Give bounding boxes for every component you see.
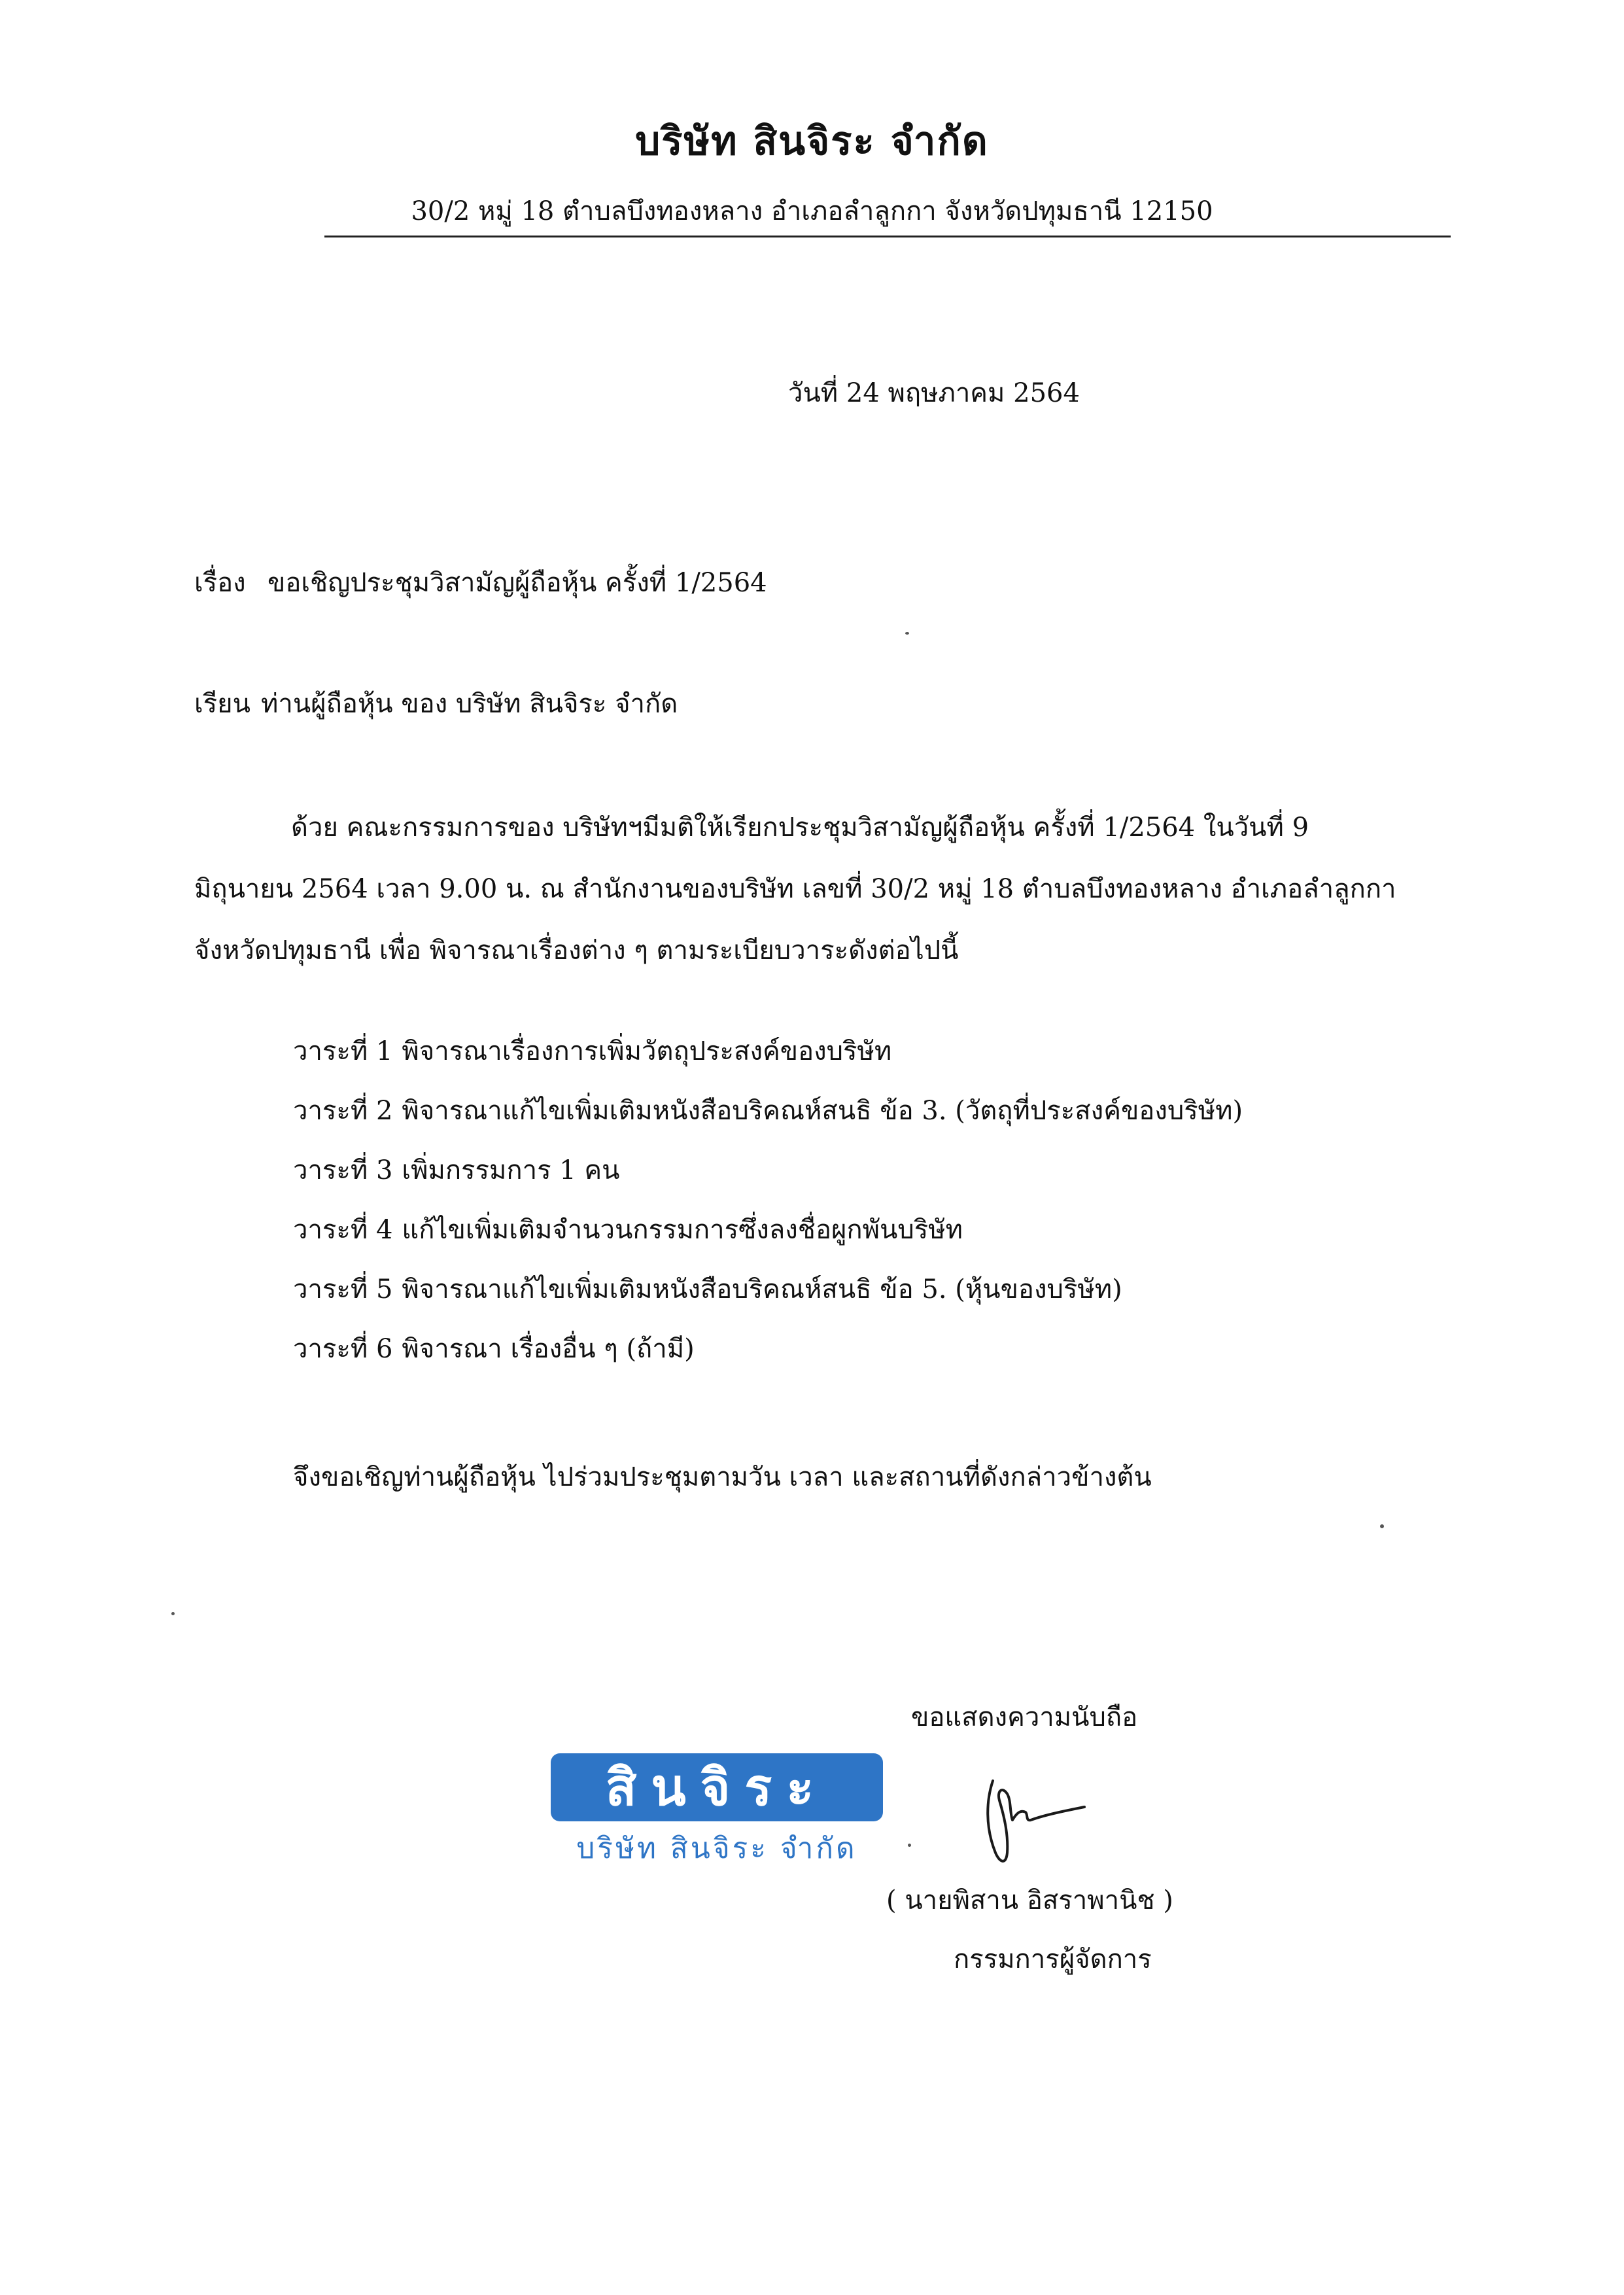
subject-text: ขอเชิญประชุมวิสามัญผู้ถือหุ้น ครั้งที่ 1/2564 — [268, 568, 767, 598]
agenda-number: วาระที่ 2 — [293, 1096, 393, 1126]
agenda-text: พิจารณาแก้ไขเพิ่มเติมหนังสือบริคณห์สนธิ ข้อ 3. (วัตถุที่ประสงค์ของบริษัท) — [402, 1096, 1243, 1126]
letter-date: วันที่ 24 พฤษภาคม 2564 — [788, 378, 1080, 408]
agenda-number: วาระที่ 6 — [293, 1334, 393, 1364]
recipient-line — [194, 682, 678, 724]
header-divider — [324, 236, 1451, 237]
company-logo — [551, 1753, 883, 1863]
logo-mark: สินจิระ — [605, 1759, 829, 1817]
agenda-text: แก้ไขเพิ่มเติมจำนวนกรรมการซึ่งลงชื่อผูกพันบริษัท — [402, 1215, 963, 1245]
signer-name: ( นายพิสาน อิสราพานิช ) — [886, 1885, 1173, 1916]
signer-title: กรรมการผู้จัดการ — [954, 1944, 1152, 1974]
agenda-number: วาระที่ 4 — [293, 1215, 393, 1245]
body-line: จังหวัดปทุมธานี เพื่อ พิจารณาเรื่องต่าง ๆ ตามระเบียบวาระดังต่อไปนี้ — [194, 936, 959, 966]
agenda-list — [293, 1032, 1243, 1389]
signature — [973, 1774, 1097, 1872]
agenda-item — [293, 1270, 1243, 1329]
closing-invitation: จึงขอเชิญท่านผู้ถือหุ้น ไปร่วมประชุมตามวัน เวลา และสถานที่ดังกล่าวข้างต้น — [293, 1462, 1152, 1492]
agenda-number: วาระที่ 3 — [293, 1155, 393, 1185]
subject-line — [194, 561, 767, 603]
body-line: ด้วย คณะกรรมการของ บริษัทฯมีมติให้เรียกประชุมวิสามัญผู้ถือหุ้น ครั้งที่ 1/2564 ในวันที่ 9 — [291, 813, 1309, 843]
agenda-item — [293, 1210, 1243, 1270]
agenda-text: พิจารณาเรื่องการเพิ่มวัตถุประสงค์ของบริษัท — [402, 1036, 892, 1066]
company-name: บริษัท สินจิระ จำกัด — [635, 118, 989, 164]
agenda-number: วาระที่ 1 — [293, 1036, 393, 1066]
agenda-text: เพิ่มกรรมการ 1 คน — [402, 1155, 620, 1185]
subject-label: เรื่อง — [194, 568, 246, 598]
logo-subtitle: บริษัท สินจิระ จำกัด — [576, 1832, 857, 1865]
scan-speck — [1380, 1524, 1384, 1528]
company-address: 30/2 หมู่ 18 ตำบลบึงทองหลาง อำเภอลำลูกกา จังหวัดปทุมธานี 12150 — [411, 196, 1213, 226]
agenda-text: พิจารณา เรื่องอื่น ๆ (ถ้ามี) — [402, 1334, 695, 1364]
logo-badge — [551, 1753, 883, 1821]
agenda-item — [293, 1151, 1243, 1210]
regards-text: ขอแสดงความนับถือ — [911, 1702, 1138, 1732]
scan-speck — [171, 1612, 175, 1615]
agenda-number: วาระที่ 5 — [293, 1274, 393, 1305]
agenda-text: พิจารณาแก้ไขเพิ่มเติมหนังสือบริคณห์สนธิ ข้อ 5. (หุ้นของบริษัท) — [402, 1274, 1122, 1305]
recipient-label: เรียน — [194, 689, 251, 719]
scan-speck — [905, 632, 909, 635]
body-line: มิถุนายน 2564 เวลา 9.00 น. ณ สำนักงานของบริษัท เลขที่ 30/2 หมู่ 18 ตำบลบึงทองหลาง อำเภอลำลูกกา — [194, 874, 1396, 904]
body-paragraph — [194, 797, 1424, 981]
recipient-text: ท่านผู้ถือหุ้น ของ บริษัท สินจิระ จำกัด — [261, 689, 678, 719]
agenda-item — [293, 1329, 1243, 1389]
agenda-item — [293, 1091, 1243, 1151]
scan-speck — [908, 1844, 911, 1847]
agenda-item — [293, 1032, 1243, 1091]
